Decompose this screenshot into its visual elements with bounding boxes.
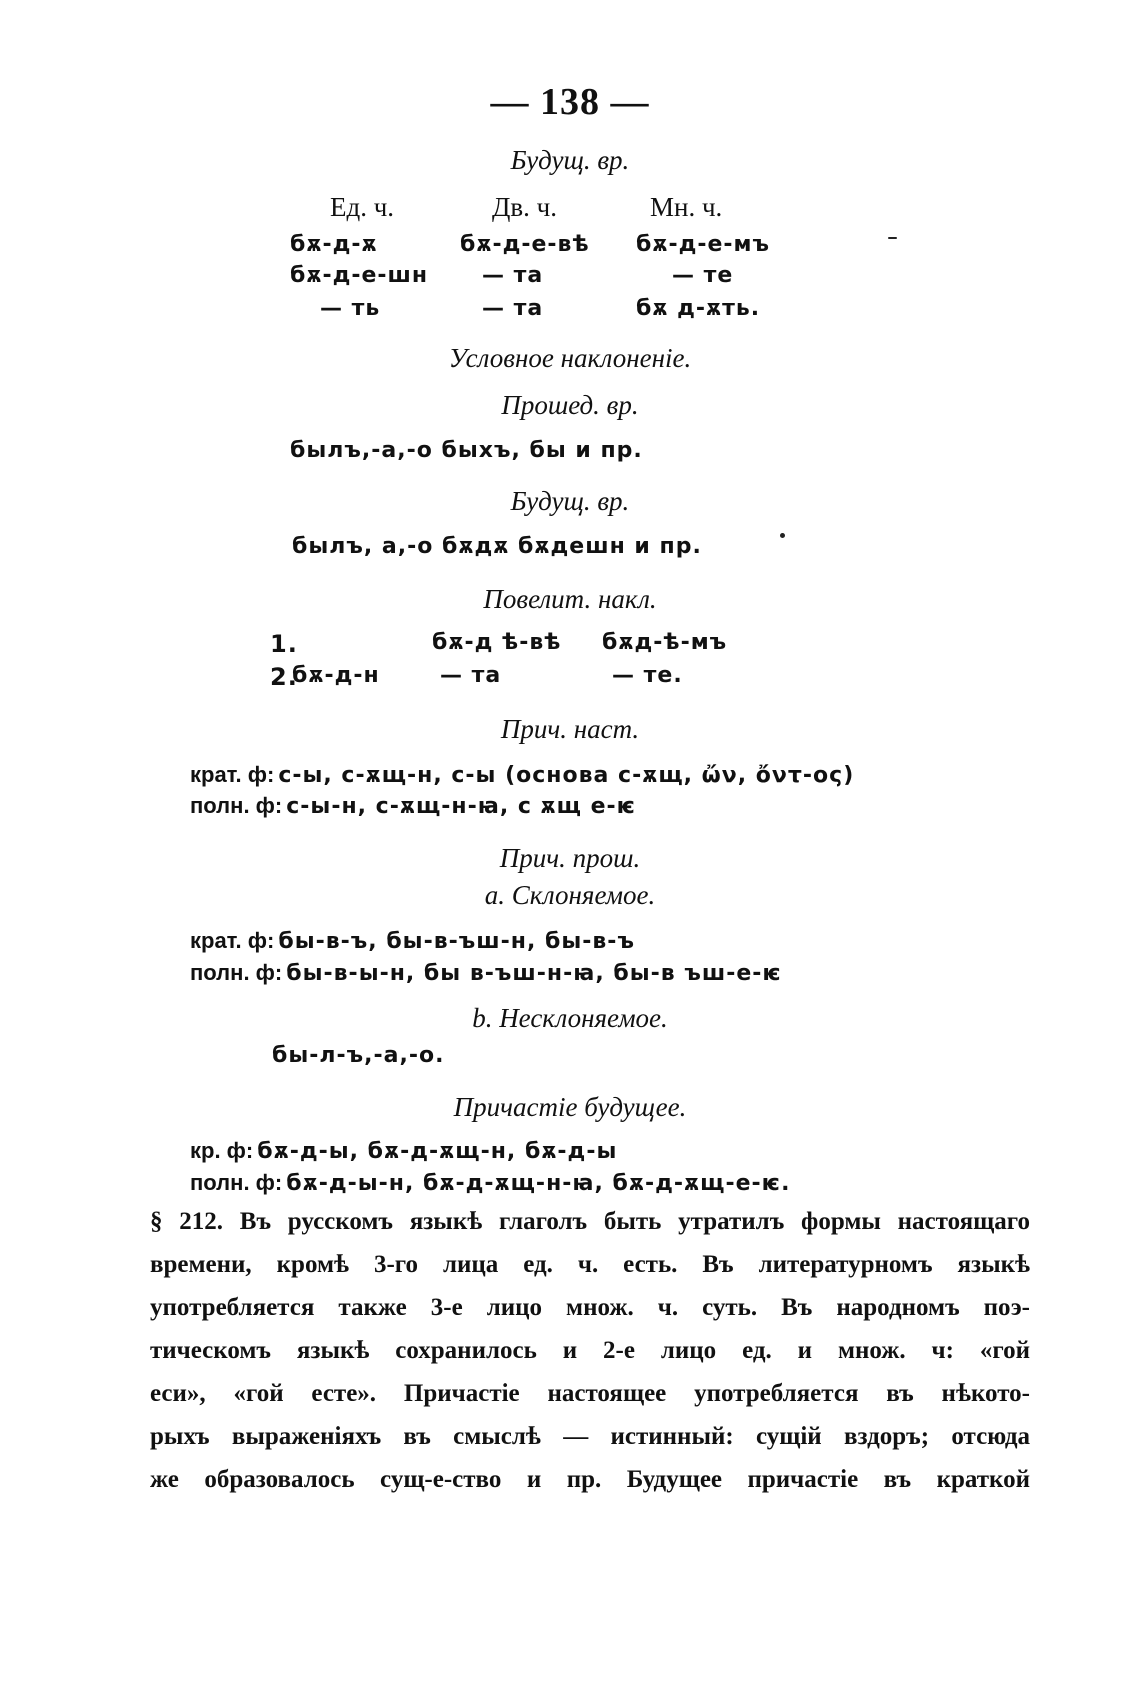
conditional-past-heading: Прошед. вр. bbox=[501, 390, 639, 420]
paragraph-212-line-5: еси», «гой есте». Причастіе настоящее употребляется въ нѣкото- bbox=[150, 1380, 1030, 1407]
conditional-future-line: былъ, а,-о бѫдѫ бѫдешн и пр. bbox=[292, 534, 702, 559]
indeclinable-heading: b. Несклоняемое. bbox=[472, 1003, 668, 1033]
imperative-row1-dual: бѫ-д ѣ-вѣ bbox=[432, 630, 562, 655]
present-participle-heading: Прич. наст. bbox=[500, 714, 640, 744]
conditional-past-line: былъ,-а,-о быхъ, бы и пр. bbox=[290, 438, 643, 463]
imperative-heading: Повелит. накл. bbox=[483, 584, 657, 614]
past-participle-full-forms: бы-в-ы-н, бы в-ъш-н-ꙗ, бы-в ъш-е-ѥ bbox=[286, 961, 782, 986]
past-participle-short-row bbox=[190, 928, 635, 954]
future-row2-singular: бѫ-д-е-шн bbox=[290, 263, 429, 288]
future-tense-heading: Будущ. вр. bbox=[510, 145, 630, 175]
imperative-row1-number: 1. bbox=[270, 630, 298, 658]
column-header-dual: Дв. ч. bbox=[492, 192, 557, 222]
present-participle-full-forms: с-ы-н, с-ѫщ-н-ꙗ, с ѫщ е-ѥ bbox=[286, 794, 637, 819]
column-header-plural: Мн. ч. bbox=[650, 192, 723, 222]
paragraph-212-line-7: же образовалось сущ-е-ство и пр. Будущее причастіе въ краткой bbox=[150, 1466, 1030, 1493]
past-participle-short-forms: бы-в-ъ, бы-в-ъш-н, бы-в-ъ bbox=[278, 929, 635, 954]
imperative-row2-plural: — те. bbox=[612, 663, 683, 688]
present-participle-short-row bbox=[190, 762, 854, 788]
future-row3-dual: — та bbox=[482, 296, 544, 321]
imperative-row2-singular: бѫ-д-н bbox=[292, 663, 380, 688]
future-row1-dual: бѫ-д-е-вѣ bbox=[460, 232, 590, 257]
future-participle-heading: Причастіе будущее. bbox=[453, 1092, 687, 1122]
conditional-heading: Условное наклоненіе. bbox=[448, 343, 692, 373]
print-speck bbox=[780, 533, 785, 538]
paragraph-212-line-2: времени, кромѣ 3-го лица ед. ч. есть. Въ литературномъ языкѣ bbox=[150, 1251, 1030, 1278]
paragraph-212-line-3: употребляется также 3-е лицо множ. ч. суть. Въ народномъ поэ- bbox=[150, 1294, 1030, 1321]
future-row3-singular: — ть bbox=[320, 296, 381, 321]
imperative-row2-dual: — та bbox=[440, 663, 502, 688]
future-participle-full-forms: бѫ-д-ы-н, бѫ-д-ѫщ-н-ꙗ, бѫ-д-ѫщ-е-ѥ. bbox=[286, 1171, 791, 1196]
future-participle-short-forms: бѫ-д-ы, бѫ-д-ѫщ-н, бѫ-д-ы bbox=[257, 1139, 618, 1164]
short-form-label: крат. ф: bbox=[190, 762, 275, 787]
declinable-heading: а. Склоняемое. bbox=[484, 880, 656, 910]
short-form-label: крат. ф: bbox=[190, 928, 275, 953]
short-form-label: кр. ф: bbox=[190, 1138, 254, 1163]
imperative-row1-plural: бѫд-ѣ-мъ bbox=[602, 630, 728, 655]
paragraph-212-line-1: § 212. Въ русскомъ языкѣ глаголъ быть утратилъ формы настоящаго bbox=[150, 1208, 1030, 1235]
indeclinable-forms: бы-л-ъ,-а,-о. bbox=[272, 1043, 445, 1068]
future-row2-plural: — те bbox=[672, 263, 734, 288]
page-number: — 138 — bbox=[490, 81, 650, 123]
full-form-label: полн. ф: bbox=[190, 960, 283, 985]
full-form-label: полн. ф: bbox=[190, 1170, 283, 1195]
print-speck bbox=[888, 237, 897, 239]
future-participle-full-row bbox=[190, 1170, 790, 1196]
conditional-future-heading: Будущ. вр. bbox=[510, 486, 630, 516]
present-participle-short-forms: с-ы, с-ѫщ-н, с-ы (основа с-ѫщ, ὤν, ὄντ-ος) bbox=[278, 763, 855, 788]
future-participle-short-row bbox=[190, 1138, 617, 1164]
future-row1-plural: бѫ-д-е-мъ bbox=[636, 232, 771, 257]
present-participle-full-row bbox=[190, 793, 636, 819]
paragraph-212-line-6: рыхъ выраженіяхъ въ смыслѣ — истинный: сущій вздоръ; отсюда bbox=[150, 1423, 1030, 1450]
past-participle-full-row bbox=[190, 960, 782, 986]
past-participle-heading: Прич. прош. bbox=[499, 843, 641, 873]
paragraph-212-line-4: тическомъ языкѣ сохранилось и 2-е лицо ед. и множ. ч: «гой bbox=[150, 1337, 1030, 1364]
future-row2-dual: — та bbox=[482, 263, 544, 288]
column-header-singular: Ед. ч. bbox=[330, 192, 395, 222]
full-form-label: полн. ф: bbox=[190, 793, 283, 818]
future-row3-plural: бѫ д-ѫть. bbox=[636, 296, 761, 321]
future-row1-singular: бѫ-д-ѫ bbox=[290, 232, 378, 257]
imperative-row2-number: 2. bbox=[270, 663, 298, 691]
